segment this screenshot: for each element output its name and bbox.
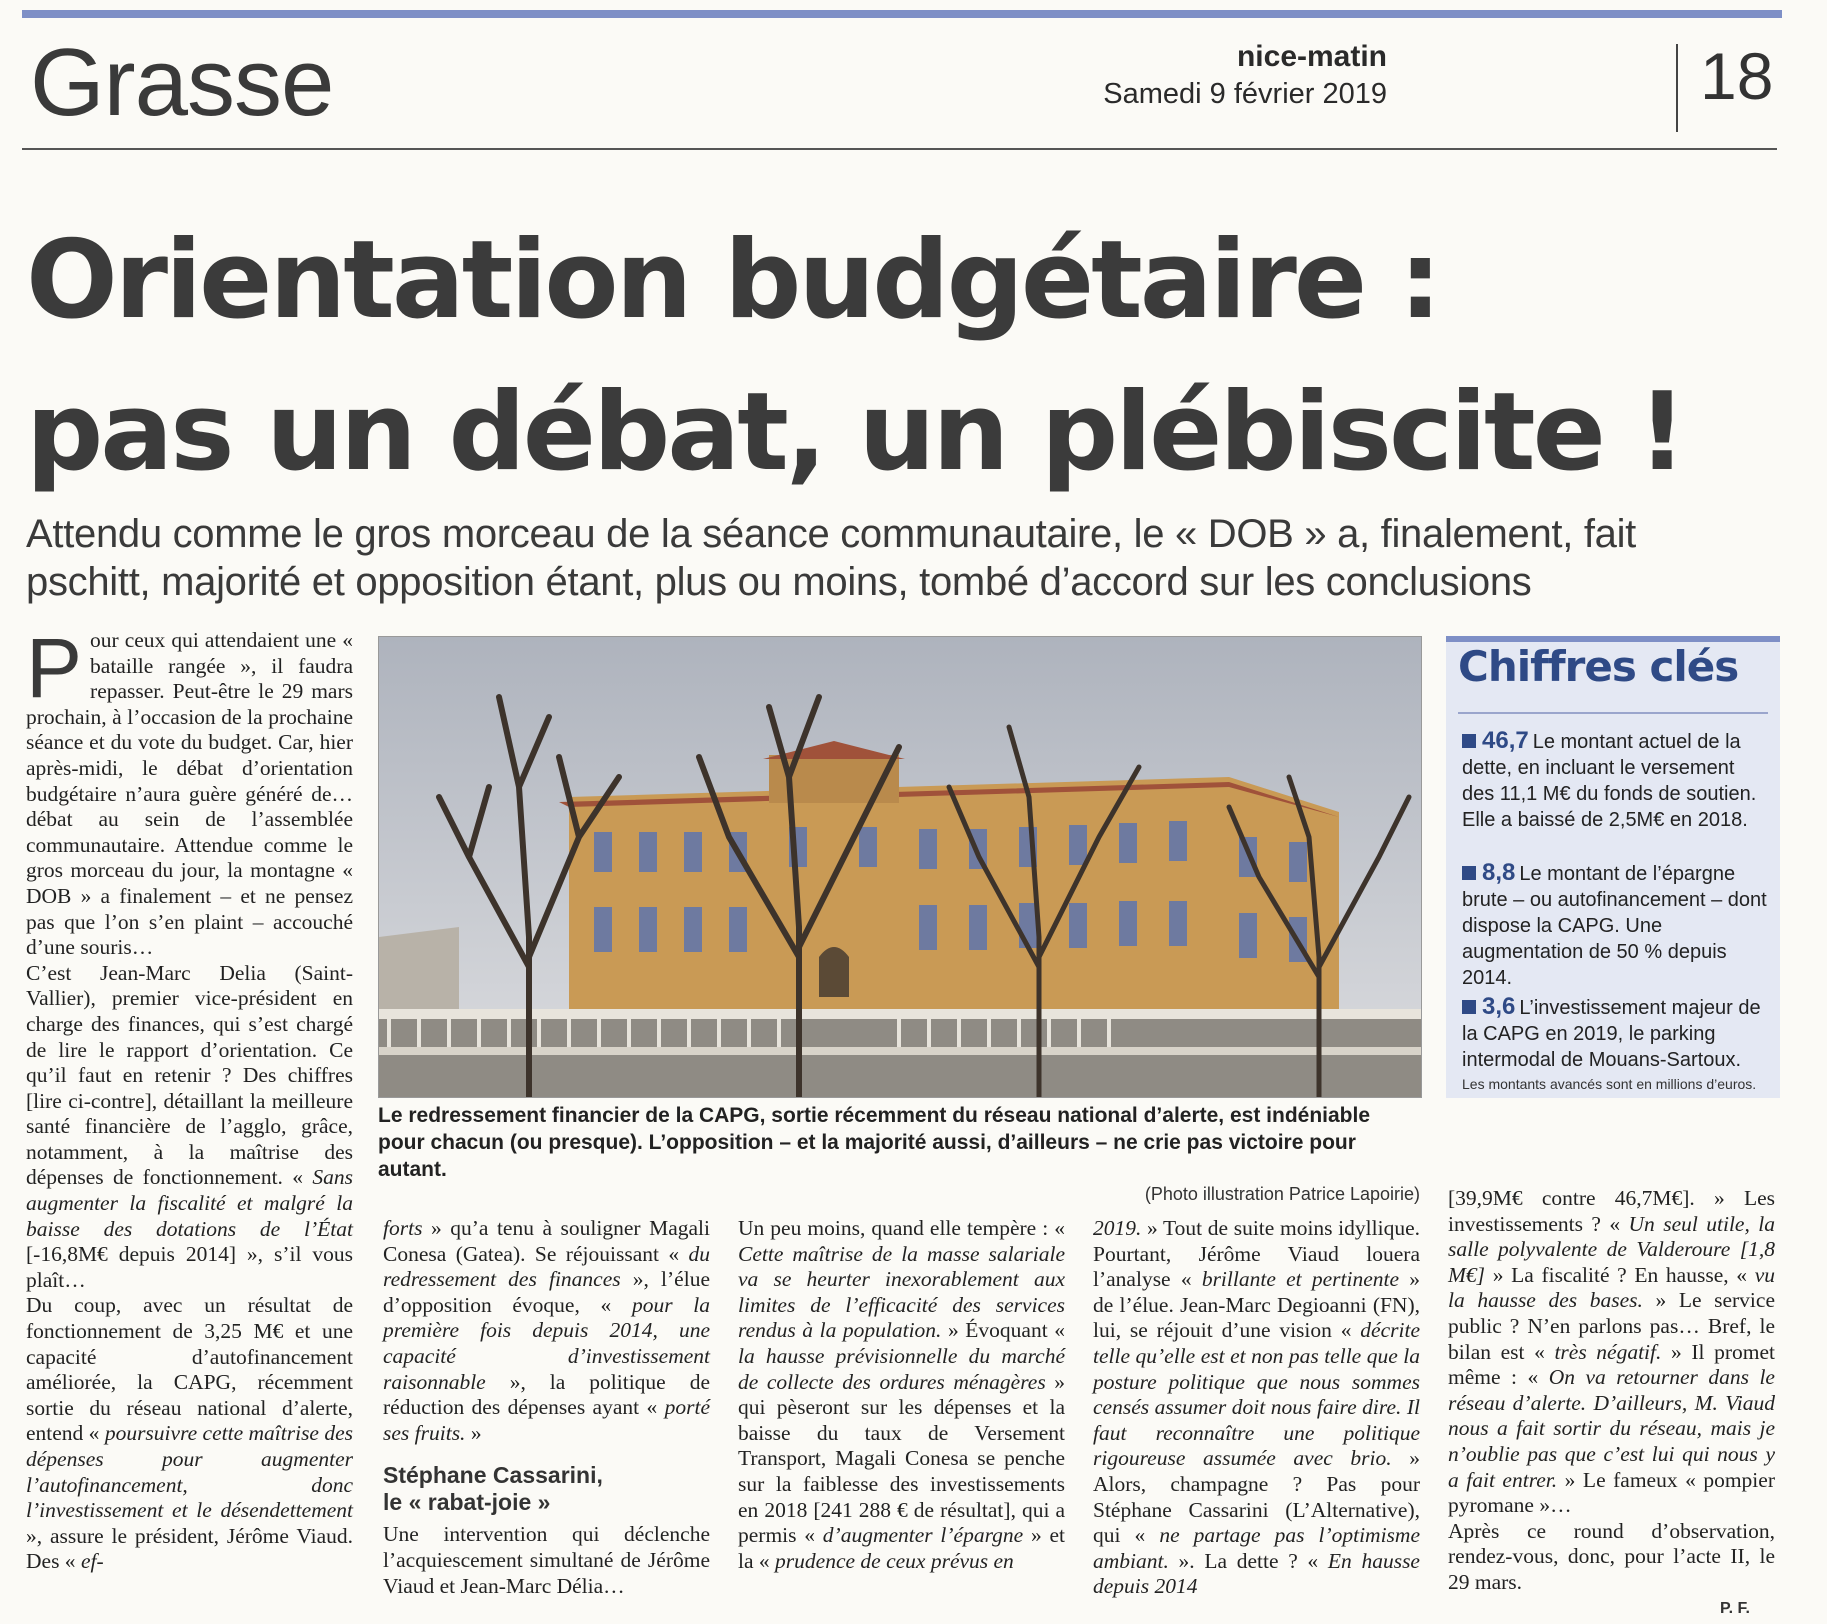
quote-text: forts [383,1216,423,1240]
paragraph-text: » Le fameux « pompier pyromane »… [1448,1467,1775,1518]
square-bullet-icon [1462,866,1476,880]
quote-text: vu la hausse des bases. [1448,1262,1775,1313]
quote-text: poursuivre cette maîtrise des dépenses pour augmenter l’autofinancement, donc l’investissement et le désendettement [26,1421,354,1523]
quote-text: Cette maîtrise de la masse salariale va se heurter inexorablement aux limites de l’efficacité des services rendus à la population. [738,1241,1065,1343]
paragraph-text: Après ce round d’observation, rendez-vous, donc, pour l’acte II, le 29 mars. [1448,1518,1775,1594]
quote-text: pour la première fois depuis 2014, une capacité d’investissement raisonnable [383,1292,710,1394]
quote-text: ne partage pas l’optimisme ambiant. [1093,1523,1420,1573]
paragraph-text: » de l’élue. Jean-Marc Degioanni (FN), lui, se réjouit d’une vision « [1093,1267,1420,1343]
paragraph-text: » et la « [738,1523,1065,1573]
photo-caption: Le redressement financier de la CAPG, sortie récemment du réseau national d’alerte, est indéniable pour chacun (ou presque). L’opposition – et la majorité aussi, d’ailleurs – ne crie pas victoire pour autant. [378,1104,1371,1181]
square-bullet-icon [1462,734,1476,748]
quote-text: Sans augmenter la fiscalité et malgré la baisse des dotations de l’État [26,1165,353,1241]
section-title: Grasse [30,29,334,136]
standfirst-line-2: pschitt, majorité et opposition étant, plus ou moins, tombé d’accord sur les conclusions [26,560,1532,604]
article-paragraph [26,621,353,961]
paragraph-text: [-16,8M€ depuis 2014] », s’il vous plaît… [26,1242,353,1292]
paragraph-text: » Tout de suite moins idyllique. Pourtant, Jérôme Viaud louera l’analyse « [1093,1216,1420,1292]
quote-text: 2019. [1093,1216,1142,1240]
paragraph-text: Du coup, avec un résultat de fonctionnement de 3,25 M€ et une capacité d’autofinancement améliorée, la CAPG, récemment sortie du réseau national d’alerte, entend « [26,1293,353,1446]
issue-date: Samedi 9 février 2019 [1103,78,1387,110]
paragraph-text: » Évoquant « [941,1318,1065,1343]
article-paragraph [26,961,353,1294]
article-paragraph [383,1522,710,1599]
key-figure-text: Le montant de l’épargne brute – ou autofinancement – dont dispose la CAPG. Une augmentation de 50 % depuis 2014. [1462,863,1767,989]
page-number: 18 [1700,39,1774,113]
key-figure-item [1462,994,1768,1073]
author-signature: P. F. [1720,1600,1750,1617]
paragraph-text: ». La dette ? « [1168,1548,1328,1573]
article-column-3 [738,1216,1065,1574]
article-column-1 [26,621,354,1575]
top-rule [22,10,1782,18]
key-figures-title: Chiffres clés [1458,642,1739,691]
header-separator [1676,44,1678,132]
quote-text: d’augmenter l’épargne [822,1523,1024,1548]
key-figure-text: L’investissement majeur de la CAPG en 2019, le parking intermodal de Mouans-Sartoux. [1462,997,1761,1071]
quote-text: On va retourner dans le réseau d’alerte. D’ailleurs, M. Viaud nous a fait sortir du réseau, mais je n’oublie pas que c’est lui qui nous y a fait entrer. [1448,1365,1775,1492]
paragraph-text: » Le service public ? N’en parlons pas… Bref, le bilan est « [1448,1288,1775,1364]
paragraph-text: », assure le président, Jérôme Viaud. Des « [26,1523,353,1574]
article-paragraph [1448,1186,1775,1519]
article-paragraph [1448,1519,1775,1596]
paragraph-text: » Il promet même : « [1448,1339,1775,1390]
paragraph-text: » [465,1420,482,1445]
key-figure-item [1462,860,1768,991]
article-paragraph [26,1293,353,1575]
quote-text: du redressement des finances [383,1241,710,1292]
paragraph-text: C’est Jean-Marc Delia (Saint-Vallier), premier vice-président en charge des finances, qui s’est chargé de lire le rapport d’orientation. Ce qu’il faut en retenir ? Des chiffres [lire ci-contre], détaillant la meilleure santé financière de l’agglo, grâce, notamment, à la maîtrise des dépenses de fonctionnement. « [26,960,353,1190]
standfirst-line-1: Attendu comme le gros morceau de la séance communautaire, le « DOB » a, finalement, fait [26,512,1636,556]
quote-text: la hausse prévisionnelle du marché de collecte des ordures ménagères [738,1343,1065,1394]
quote-text: prudence de ceux prévus en [775,1548,1014,1573]
photo-credit: (Photo illustration Patrice Lapoirie) [1144,1184,1420,1204]
key-figure-value: 3,6 [1482,993,1516,1020]
town-hall-photo [378,636,1422,1098]
town-hall-illustration [379,637,1421,1097]
key-figure-value: 46,7 [1482,727,1529,754]
article-column-2 [383,1216,710,1599]
entrance-door [819,947,849,997]
key-figures-rule [1458,712,1768,714]
quote-text: décrite telle qu’elle est et non pas telle que la posture politique que nous sommes censés assumer doit nous faire dire. Il faut reconnaître une politique rigoureuse assumée avec brio. [1093,1318,1420,1471]
quote-text: porté ses fruits. [383,1395,710,1445]
key-figure-item [1462,728,1768,833]
quote-text: ef- [80,1549,104,1574]
paragraph-text: [39,9M€ contre 46,7M€]. » Les investissements ? « [1448,1186,1775,1236]
quote-text: très négatif. [1554,1339,1662,1364]
paragraph-text: our ceux qui attendaient une « bataille rangée », il faudra repasser. Peut-être le 29 mars prochain, à l’occasion de la prochaine séance et du vote du budget. Car, hier après-midi, le débat d’orientation budgétaire n’aura guère généré de… débat au sein de l’assemblée communautaire. Attendue comme le gros morceau du jour, la montagne « DOB » a finalement – et ne pensez pas que l’on s’en plaint – accouché d’une souris… [26,628,353,960]
key-figures-note: Les montants avancés sont en millions d’euros. [1462,1076,1757,1092]
left-house [379,927,459,1017]
key-figure-value: 8,8 [1482,859,1516,886]
paragraph-text: » Alors, champagne ? Pas pour Stéphane Cassarini (L’Alternative), qui « [1093,1446,1420,1548]
paragraph-text: » La fiscalité ? En hausse, « [1485,1262,1755,1287]
square-bullet-icon [1462,1000,1476,1014]
drop-cap: P [26,621,83,715]
quote-text: brillante et pertinente [1201,1267,1400,1292]
paragraph-text: Un peu moins, quand elle tempère : « [738,1216,1065,1240]
article-paragraph [383,1216,710,1446]
article-column-5 [1448,1186,1775,1596]
balustrade-rail [379,1009,1421,1019]
paragraph-text: » qui pèseront sur les dépenses et la baisse du taux de Versement Transport, Magali Conesa se penche sur la faiblesse des investissements en 2018 [241 288 € de résultat], qui a permis « [738,1369,1065,1548]
balustrade-base [379,1047,1421,1055]
article-paragraph [738,1216,1065,1574]
subhead-line-1: Stéphane Cassarini, [383,1462,603,1489]
paragraph-text: » qu’a tenu à souligner Magali Conesa (Gatea). Se réjouissant « [383,1216,710,1266]
article-column-4 [1093,1216,1420,1600]
newspaper-brand: nice-matin [1236,40,1387,73]
paragraph-text: », la politique de réduction des dépenses ayant « [383,1369,710,1420]
article-paragraph [1093,1216,1420,1600]
headline-line-2: pas un débat, un plébiscite ! [26,370,1684,495]
headline-line-1: Orientation budgétaire : [26,218,1439,343]
quote-text: En hausse depuis 2014 [1093,1548,1420,1599]
key-figure-text: Le montant actuel de la dette, en incluant le versement des 11,1 M€ du fonds de soutien. Elle a baissé de 2,5M€ en 2018. [1462,731,1757,831]
paragraph-text: Une intervention qui déclenche l’acquiescement simultané de Jérôme Viaud et Jean-Marc Délia… [383,1522,710,1598]
subhead-line-2: le « rabat-joie » [383,1489,551,1516]
header-rule [22,148,1777,150]
article-subhead [383,1462,710,1516]
quote-text: Un seul utile, la salle polyvalente de Valderoure [1,8 M€] [1448,1211,1775,1287]
paragraph-text: », l’élue d’opposition évoque, « [383,1267,710,1317]
